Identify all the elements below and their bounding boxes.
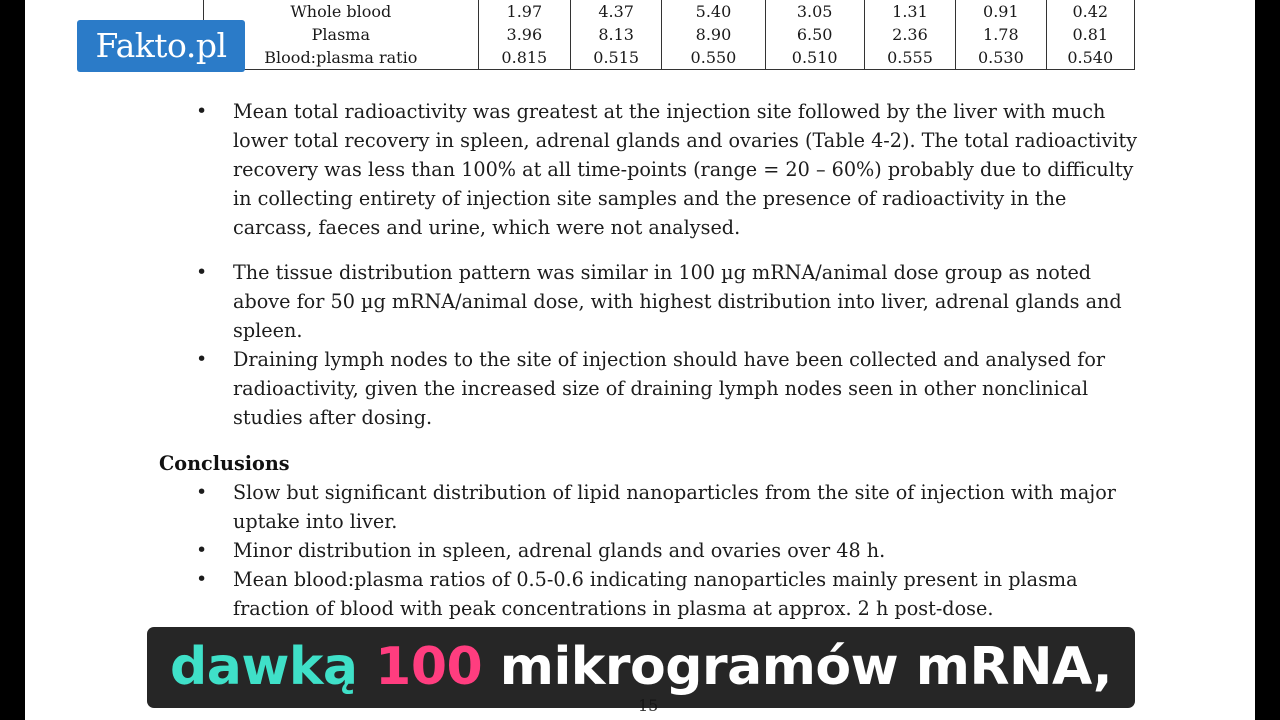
row-label: Blood:plasma ratio xyxy=(204,46,479,70)
bullet-dot-icon: • xyxy=(196,568,208,590)
bullet-dot-icon: • xyxy=(196,100,208,122)
table-cell: 6.50 xyxy=(765,23,864,46)
bullet-dot-icon: • xyxy=(196,481,208,503)
table-row xyxy=(204,23,1135,46)
table-cell: 4.37 xyxy=(571,0,662,23)
radioactivity-table xyxy=(203,0,1135,70)
table-row xyxy=(204,46,1135,70)
bullet-list xyxy=(0,97,1143,242)
table-cell: 0.91 xyxy=(956,0,1046,23)
list-item xyxy=(0,97,1143,242)
caption-word-highlight: dawką xyxy=(170,637,358,697)
table-cell: 5.40 xyxy=(662,0,765,23)
conclusions-list xyxy=(0,478,1143,536)
bullet-list xyxy=(0,258,1143,345)
table-cell: 1.78 xyxy=(956,23,1046,46)
conclusions-list xyxy=(0,536,1143,565)
table-cell: 2.36 xyxy=(864,23,955,46)
table-cell: 0.530 xyxy=(956,46,1046,70)
bullet-dot-icon: • xyxy=(196,539,208,561)
table-cell: 0.550 xyxy=(662,46,765,70)
bullet-text: Slow but significant distribution of lipid nanoparticles from the site of injection with major uptake into liver. xyxy=(233,481,1116,533)
table-row xyxy=(204,0,1135,23)
table-cell: 8.13 xyxy=(571,23,662,46)
table-cell: 0.815 xyxy=(478,46,570,70)
table-cell: 3.05 xyxy=(765,0,864,23)
bullet-text: Minor distribution in spleen, adrenal glands and ovaries over 48 h. xyxy=(233,539,886,562)
table-cell: 0.510 xyxy=(765,46,864,70)
bullet-dot-icon: • xyxy=(196,261,208,283)
list-item xyxy=(0,258,1143,345)
list-item xyxy=(0,345,1143,432)
subtitle-caption xyxy=(147,627,1135,708)
table-cell: 1.97 xyxy=(478,0,570,23)
table-cell: 0.81 xyxy=(1046,23,1134,46)
conclusions-list xyxy=(0,565,1143,623)
conclusions-heading: Conclusions xyxy=(159,452,290,475)
row-label: Whole blood xyxy=(204,0,479,23)
table-cell: 3.96 xyxy=(478,23,570,46)
list-item xyxy=(0,478,1143,536)
table-cell: 8.90 xyxy=(662,23,765,46)
table-cell: 1.31 xyxy=(864,0,955,23)
table-cell: 0.540 xyxy=(1046,46,1134,70)
table-cell: 0.515 xyxy=(571,46,662,70)
table-cell: 0.555 xyxy=(864,46,955,70)
list-item xyxy=(0,565,1143,623)
bullet-text: The tissue distribution pattern was similar in 100 µg mRNA/animal dose group as noted above for 50 µg mRNA/animal dose, with highest distribution into liver, adrenal glands and spleen. xyxy=(233,261,1122,342)
row-label: Plasma xyxy=(204,23,479,46)
bullet-dot-icon: • xyxy=(196,348,208,370)
caption-word-number: 100 xyxy=(375,637,483,697)
bullet-list xyxy=(0,345,1143,432)
list-item xyxy=(0,536,1143,565)
caption-text: mikrogramów mRNA, xyxy=(499,637,1112,697)
bullet-text: Draining lymph nodes to the site of injection should have been collected and analysed for radioactivity, given the increased size of draining lymph nodes seen in other nonclinical studies after dosing. xyxy=(233,348,1106,429)
bullet-text: Mean total radioactivity was greatest at the injection site followed by the liver with much lower total recovery in spleen, adrenal glands and ovaries (Table 4-2). The total radioactivity recovery was less than 100% at all time-points (range = 20 – 60%) probably due to difficulty in collecting entirety of injection site samples and the presence of radioactivity in the carcass, faeces and urine, which were not analysed. xyxy=(233,100,1138,239)
bullet-text: Mean blood:plasma ratios of 0.5-0.6 indicating nanoparticles mainly present in plasma fraction of blood with peak concentrations in plasma at approx. 2 h post-dose. xyxy=(233,568,1078,620)
fakto-logo: Fakto.pl xyxy=(77,20,245,72)
table-cell: 0.42 xyxy=(1046,0,1134,23)
